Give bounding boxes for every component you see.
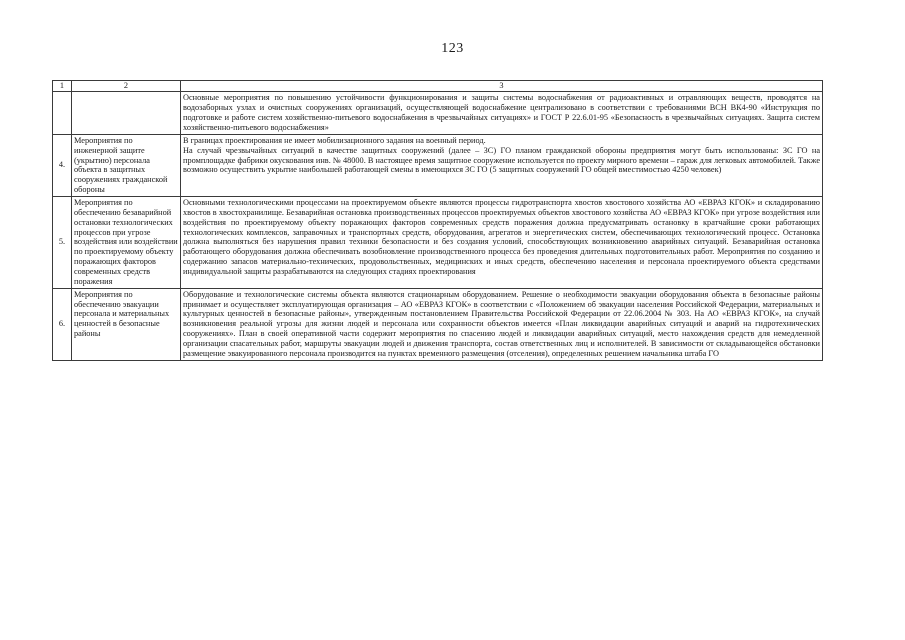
table-row bbox=[53, 196, 823, 288]
row-number: 4. bbox=[53, 134, 72, 196]
row-number: 5. bbox=[53, 196, 72, 288]
measure-name: Мероприятия по обеспечению безаварийной остановки технологических процессов при угрозе воздействия или воздействии по проектируемому объекту поражающих факторов современных средств поражения bbox=[72, 196, 181, 288]
measure-name: Мероприятия по обеспечению эвакуации персонала и материальных ценностей в безопасные районы bbox=[72, 288, 181, 360]
row-number bbox=[53, 92, 72, 134]
table-header-row bbox=[53, 81, 823, 92]
row-number: 6. bbox=[53, 288, 72, 360]
description-paragraph: Основные мероприятия по повышению устойчивости функционирования и защиты системы водоснабжения от радиоактивных и отравляющих веществ, проводятся на водозаборных узлах и очистных сооружениях организаций, осуществляющей водоснабжение централизовано в соответствии с требованиями ВСН ВК4-90 «Инструкция по подготовке и работе систем хозяйственно-питьевого водоснабжения в чрезвычайных ситуациях» и ГОСТ Р 22.6.01-95 «Безопасность в чрезвычайных ситуациях. Защита систем хозяйственно-питьевого водоснабжения» bbox=[183, 93, 820, 132]
description-paragraph: На случай чрезвычайных ситуаций в качестве защитных сооружений (далее – ЗС) ГО планом гражданской обороны предприятия могут быть использованы: ЗС ГО на промплощадке фабрики окускования инв. № 48000. В настоящее время защитное сооружение используется по проекту мирного времени – гараж для легковых автомобилей. Также возможно осуществить укрытие наибольшей работающей смены в имеющихся ЗС ГО (5 защитных сооружений ГО общей вместимостью 4250 человек) bbox=[183, 145, 820, 175]
description-paragraph: В границах проектирования не имеет мобилизационного задания на военный период. bbox=[183, 135, 486, 145]
measures-table bbox=[52, 80, 823, 361]
description-paragraph: Основными технологическими процессами на проектируемом объекте являются процессы гидротранспорта хвостов хвостового хозяйства АО «ЕВРАЗ КГОК» и складированию хвостов в хвостохранилище. Безаварийная остановка производственных процессов проектируемых объектов хвостового хозяйства АО «ЕВРАЗ КГОК» при угрозе воздействия или воздействия по проектируемому объекту поражающих факторов современных средств поражения должна предусматривать остановку в кратчайшие сроки работающих технологических комплексов, заправочных и транспортных средств, оборудования, агрегатов и энергетических систем, обеспечивающих технологический процесс. Остановка должна выполняться без нарушения правил техники безопасности и без создания условий, способствующих возникновению аварийных ситуаций. Безаварийная остановка работающего оборудования должна обеспечивать возобновление производственного процесса без проведения длительных подготовительных работ. Мероприятия по созданию и содержанию запасов материально-технических, продовольственных, медицинских и иных средств, обеспечению населения и персонала проектируемого объекта средствами индивидуальной защиты разрабатываются на следующих стадиях проектирования bbox=[183, 197, 820, 276]
header-cell-3: 3 bbox=[181, 81, 823, 92]
page-number: 123 bbox=[441, 41, 464, 56]
measure-name: Мероприятия по инженерной защите (укрытию) персонала объекта в защитных сооружениях гражданской обороны bbox=[72, 134, 181, 196]
measure-description bbox=[181, 92, 823, 134]
description-paragraph: Оборудование и технологические системы объекта являются стационарным оборудованием. Решение о необходимости эвакуации оборудования объекта в безопасные районы принимает и осуществляет эксплуатирующая организация – АО «ЕВРАЗ КГОК» в соответствии с «Положением об эвакуации населения Российской Федерации, материальных и культурных ценностей в безопасные районы», утвержденным постановлением Правительства Российской Федерации от 22.06.2004 № 303. На АО «ЕВРАЗ КГОК», на случай возникновения реальной угрозы для жизни людей и персонала или сохранности объектов имеется «План ликвидации аварийных ситуаций и аварий на гидротехнических сооружениях». План в своей оперативной части содержит мероприятия по спасению людей и ликвидации аварийных ситуаций, место нахождения средств для немедленной организации спасательных работ, маршруты эвакуации людей и движения транспорта, состав ответственных лиц и исполнителей. В зависимости от складывающейся обстановки размещение эвакуированного персонала производится на пунктах временного размещения (отселения), определенных решением начальника штаба ГО bbox=[183, 289, 820, 358]
table-row bbox=[53, 288, 823, 360]
table-row bbox=[53, 92, 823, 134]
measure-description bbox=[181, 196, 823, 288]
header-cell-1: 1 bbox=[53, 81, 72, 92]
measure-name bbox=[72, 92, 181, 134]
measure-description bbox=[181, 288, 823, 360]
header-cell-2: 2 bbox=[72, 81, 181, 92]
measure-description bbox=[181, 134, 823, 196]
table-row bbox=[53, 134, 823, 196]
